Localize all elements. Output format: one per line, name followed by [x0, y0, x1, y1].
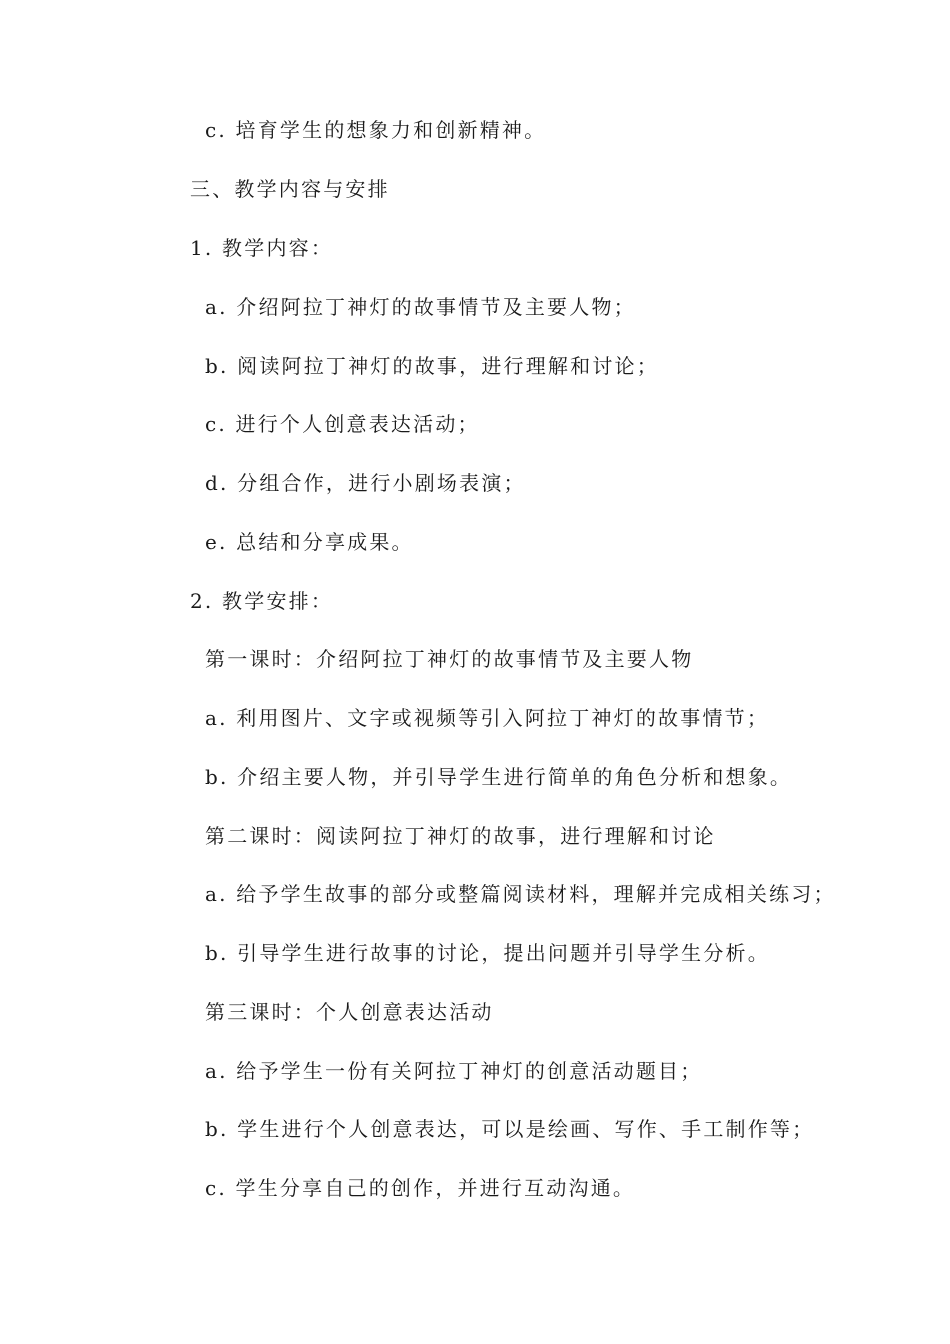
- section-heading-3: 三、教学内容与安排: [190, 177, 390, 201]
- lesson-1-heading: 第一课时：介绍阿拉丁神灯的故事情节及主要人物: [205, 647, 694, 671]
- lesson-3-item-a: a. 给予学生一份有关阿拉丁神灯的创意活动题目；: [205, 1059, 703, 1083]
- lesson-3-item-c: c. 学生分享自己的创作，并进行互动沟通。: [205, 1176, 636, 1200]
- content-item-a: a. 介绍阿拉丁神灯的故事情节及主要人物；: [205, 295, 636, 319]
- content-item-c: c. 进行个人创意表达活动；: [205, 412, 480, 436]
- lesson-2-heading: 第二课时：阅读阿拉丁神灯的故事，进行理解和讨论: [205, 824, 716, 848]
- lesson-3-item-b: b. 学生进行个人创意表达，可以是绘画、写作、手工制作等；: [205, 1117, 815, 1141]
- content-item-e: e. 总结和分享成果。: [205, 530, 414, 554]
- subheading-teaching-content: 1. 教学内容：: [190, 236, 334, 260]
- lesson-2-item-a: a. 给予学生故事的部分或整篇阅读材料，理解并完成相关练习；: [205, 882, 836, 906]
- lesson-3-heading: 第三课时：个人创意表达活动: [205, 1000, 494, 1024]
- lesson-2-item-b: b. 引导学生进行故事的讨论，提出问题并引导学生分析。: [205, 941, 770, 965]
- content-item-b: b. 阅读阿拉丁神灯的故事，进行理解和讨论；: [205, 354, 659, 378]
- lesson-1-item-a: a. 利用图片、文字或视频等引入阿拉丁神灯的故事情节；: [205, 706, 770, 730]
- lesson-1-item-b: b. 介绍主要人物，并引导学生进行简单的角色分析和想象。: [205, 765, 793, 789]
- content-item-d: d. 分组合作，进行小剧场表演；: [205, 471, 526, 495]
- objective-item-c: c. 培育学生的想象力和创新精神。: [205, 118, 547, 142]
- subheading-teaching-schedule: 2. 教学安排：: [190, 589, 334, 613]
